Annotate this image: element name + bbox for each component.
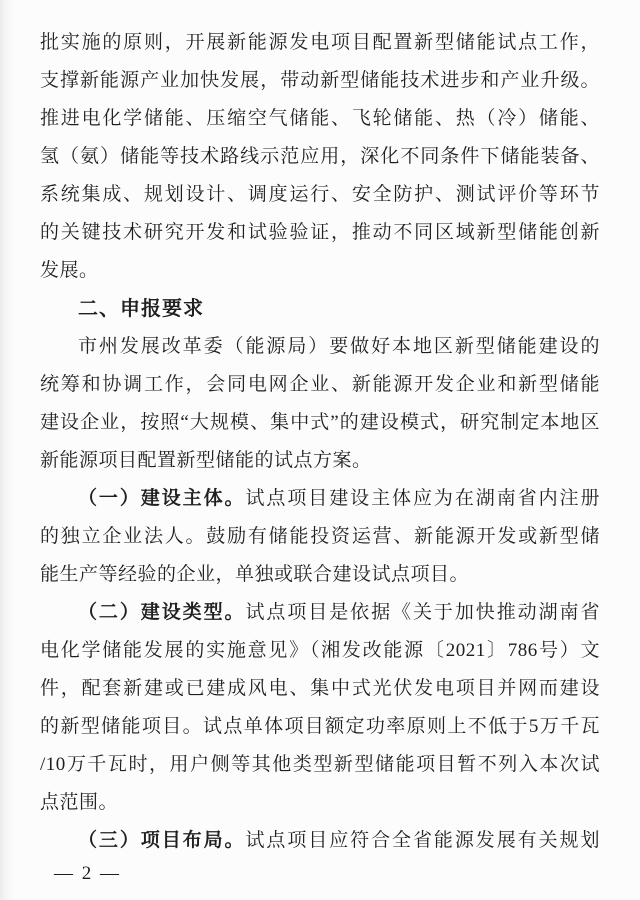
text-line: 支撑新能源产业加快发展，带动新型储能技术进步和产业升级。 bbox=[40, 70, 600, 91]
text-line: 的新型储能项目。试点单体项目额定功率原则上不低于5万千瓦 bbox=[40, 716, 600, 737]
text-line bbox=[40, 822, 600, 860]
text-line: 统筹和协调工作，会同电网企业、新能源开发企业和新型储能 bbox=[40, 374, 600, 395]
clause-title: （三）项目布局。 bbox=[78, 830, 246, 851]
text-line: 的独立企业法人。鼓励有储能投资运营、新能源开发或新型储 bbox=[40, 526, 600, 547]
text-line: /10万千瓦时，用户侧等其他类型新型储能项目暂不列入本次试 bbox=[40, 754, 600, 775]
text-line: 点范围。 bbox=[40, 792, 119, 813]
clause-text: 试点项目应符合全省能源发展有关规划 bbox=[245, 830, 600, 851]
text-line: 的关键技术研究开发和试验验证，推动不同区域新型储能创新 bbox=[40, 222, 600, 243]
section-heading: 二、申报要求 bbox=[78, 298, 204, 320]
text-line: 发展。 bbox=[40, 260, 99, 281]
text-line: 氢（氨）储能等技术路线示范应用，深化不同条件下储能装备、 bbox=[40, 146, 600, 167]
text-line bbox=[40, 594, 600, 632]
clause-text: 试点项目是依据《关于加快推动湖南省 bbox=[245, 602, 600, 623]
clause-title: （二）建设类型。 bbox=[78, 602, 246, 623]
text-line: 电化学储能发展的实施意见》（湘发改能源〔2021〕786号）文 bbox=[40, 640, 600, 661]
text-line bbox=[40, 480, 600, 518]
text-line: 系统集成、规划设计、调度运行、安全防护、测试评价等环节 bbox=[40, 184, 600, 205]
page-number: — 2 — bbox=[54, 863, 121, 884]
text-line: 市州发展改革委（能源局）要做好本地区新型储能建设的 bbox=[78, 336, 600, 357]
text-line: 能生产等经验的企业，单独或联合建设试点项目。 bbox=[40, 564, 470, 585]
text-line: 新能源项目配置新型储能的试点方案。 bbox=[40, 450, 372, 471]
text-line: 推进电化学储能、压缩空气储能、飞轮储能、热（冷）储能、 bbox=[40, 108, 600, 129]
clause-text: 试点项目建设主体应为在湖南省内注册 bbox=[245, 488, 600, 509]
text-line: 批实施的原则，开展新能源发电项目配置新型储能试点工作， bbox=[40, 32, 600, 53]
clause-title: （一）建设主体。 bbox=[78, 488, 246, 509]
text-line: 建设企业，按照“大规模、集中式”的建设模式，研究制定本地区 bbox=[40, 412, 600, 433]
text-line: 件，配套新建或已建成风电、集中式光伏发电项目并网而建设 bbox=[40, 678, 600, 699]
